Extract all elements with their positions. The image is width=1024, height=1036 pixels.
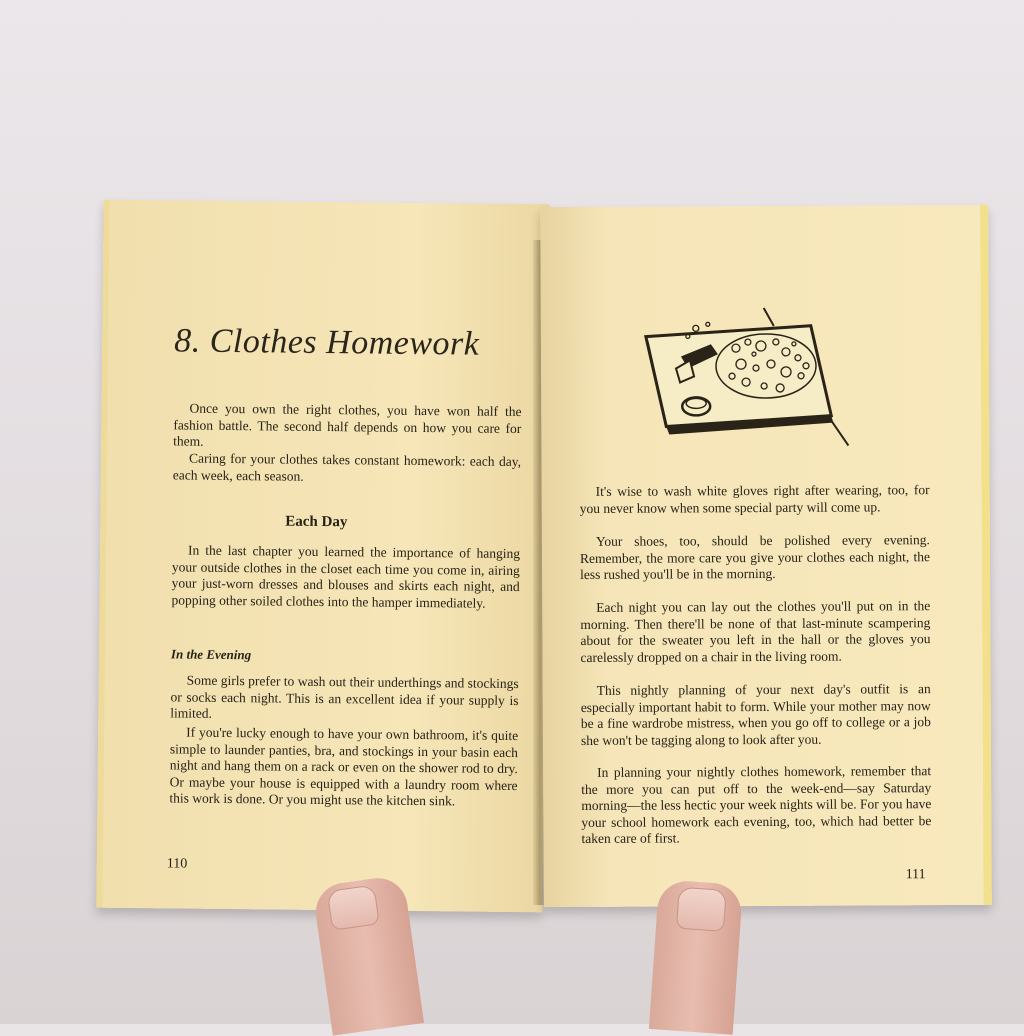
evening-paragraph-1: Some girls prefer to wash out their underthings and stockings or socks each night. This is an excellent idea if your supply is limited. bbox=[170, 672, 519, 721]
right-paragraph-1: It's wise to wash white gloves right after wearing, too, for you never know when some special party will come up. bbox=[579, 482, 930, 516]
evening-paragraph-2: If you're lucky enough to have your own bathroom, it's quite simple to launder panties, bra, and stockings in your basin each night and hang them on a rack or even on the shower rod to dry. Or maybe your house is equipped with a laundry room where this work is done. Or you might use the kitchen sink. bbox=[169, 724, 519, 809]
chapter-title: 8. Clothes Homework bbox=[174, 322, 480, 363]
intro-paragraph-1: Once you own the right clothes, you have won half the fashion battle. The second half depends on how you care for them. bbox=[173, 400, 522, 449]
left-thumbnail bbox=[327, 884, 380, 930]
subheading-in-the-evening: In the Evening bbox=[170, 646, 252, 663]
right-paragraph-3: Each night you can lay out the clothes you'll put on in the morning. Then there'll be none of that last-minute scampering about for the sweater you left in the hall or the gloves you carelessly dropped on a chair in the living room. bbox=[580, 598, 931, 665]
right-paragraph-2: Your shoes, too, should be polished every evening. Remember, the more care you give your clothes each night, the less rushed you'll be in the morning. bbox=[579, 532, 931, 582]
section-heading-each-day: Each Day bbox=[285, 513, 348, 531]
right-paragraph-5: In planning your nightly clothes homework, remember that the more you can put off to the week-end—say Saturday morning—the less hectic your week nights will be. For you have your school homework each evening, too, which had better be taken care of first. bbox=[581, 763, 932, 846]
left-page bbox=[96, 200, 549, 913]
right-page bbox=[540, 205, 992, 907]
intro-paragraph-2: Caring for your clothes takes constant homework: each day, each week, each season. bbox=[172, 450, 522, 484]
each-day-paragraph: In the last chapter you learned the importance of hanging your outside clothes in the closet each time you come in, airing your just-worn dresses and blouses and skirts each night, and popping other soiled clothes into the hamper immediately. bbox=[171, 542, 521, 611]
right-thumbnail bbox=[676, 887, 727, 932]
right-paragraph-4: This nightly planning of your next day's outfit is an especially important habit to form. While your mother may now be a fine wardrobe mistress, when you go off to college or a job she won't be tagging along to look after you. bbox=[580, 681, 931, 748]
right-thumb bbox=[649, 879, 743, 1034]
page-number-right: 111 bbox=[905, 867, 926, 883]
gloves-washing-tray-illustration bbox=[636, 306, 857, 457]
page-number-left: 110 bbox=[166, 856, 188, 872]
